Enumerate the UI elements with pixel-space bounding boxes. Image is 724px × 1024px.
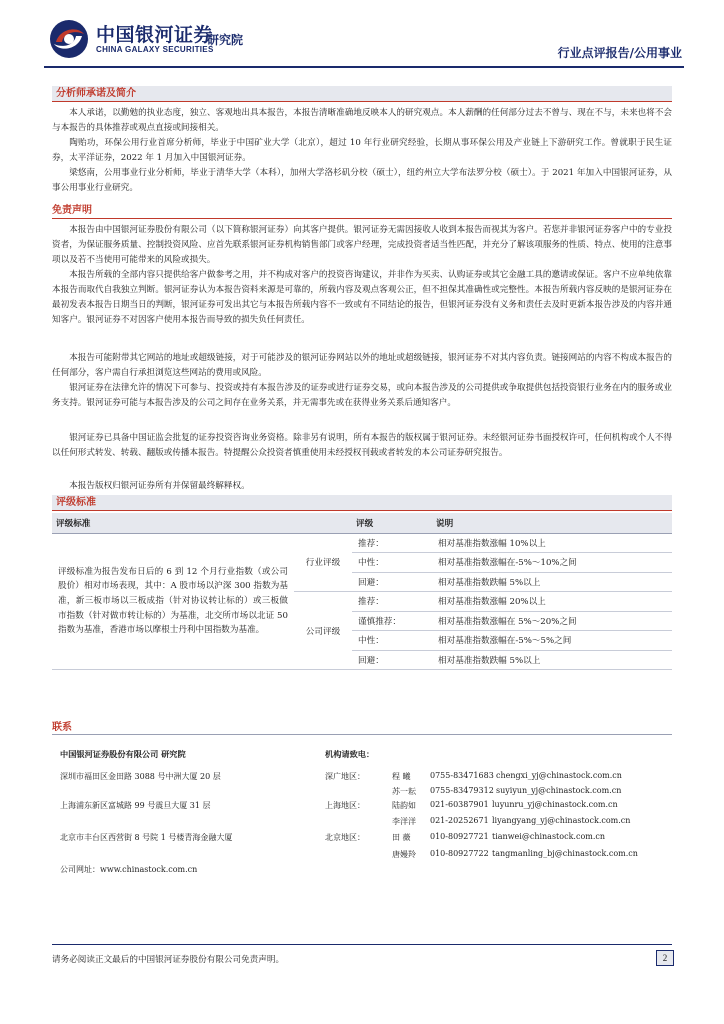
- rating-header-category: [294, 513, 352, 533]
- contact-email[interactable]: tianwei@chinastock.com.cn: [492, 832, 606, 841]
- analyst-pledge: 本人承诺，以勤勉的执业态度，独立、客观地出具本报告，本报告清晰准确地反映本人的研究观点。本人薪酬的任何部分过去不曾与、现在不与，未来也将不会与本报告的具体推荐或观点直接或间接相关。: [52, 108, 672, 133]
- rating-note: 相对基准指数跌幅 5%以上: [432, 650, 672, 670]
- contact-name: 李洋洋: [392, 817, 416, 826]
- region-beijing: 北京地区：: [325, 833, 365, 842]
- contact-phone: 0755-83479312: [430, 786, 494, 795]
- contact-email[interactable]: chengxi_yj@chinastock.com.cn: [496, 771, 622, 780]
- disclaimer-paragraph-1: 本报告由中国银河证券股份有限公司（以下简称银河证券）向其客户提供。银河证券无需因接收人收到本报告而视其为客户。若您并非银河证券客户中的专业投资者，为保证服务质量、控制投资风险、应首先联系银河证券机构销售部门或客户经理，完成投资者适当性匹配，并充分了解该项服务的性质、特点、使用的注意事项以及若不当使用可能带来的风险或损失。: [52, 225, 672, 265]
- contact-name: 唐嫚羚: [392, 850, 416, 859]
- industry-rating-label: 行业评级: [294, 533, 352, 592]
- disclaimer-paragraph-2: 本报告所载的全部内容只提供给客户做参考之用，并不构成对客户的投资咨询建议，并非作为买卖、认购证券或其它金融工具的邀请或保证。客户不应单纯依靠本报告而取代自我独立判断。银河证券认为本报告资料来源是可靠的，所载内容及观点客观公正，但不担保其准确性或完整性。本报告所载内容反映的是银河证券在最初发表本报告日期当日的判断，银河证券可发出其它与本报告所载内容不一致或有不同结论的报告，但银河证券没有义务和责任去及时更新本报告涉及的内容并通知客户。银河证券不对因客户使用本报告而导致的损失负任何责任。: [52, 270, 672, 325]
- contact-email[interactable]: suyiyun_yj@chinastock.com.cn: [496, 786, 622, 795]
- analyst-section-title: 分析师承诺及简介: [52, 86, 672, 102]
- table-row: [52, 533, 672, 553]
- rating-note: 相对基准指数涨幅在-5%～10%之间: [432, 553, 672, 573]
- company-name: 中国银河证券股份有限公司 研究院: [60, 749, 186, 759]
- institution-contact-label: 机构请致电：: [325, 749, 375, 759]
- footer-divider: [52, 944, 672, 945]
- contact-phone: 021-20252671: [430, 816, 489, 825]
- report-type: 行业点评报告/公用事业: [557, 46, 682, 60]
- logo-institute-label: 研究院: [207, 33, 244, 47]
- rating-table: [52, 513, 672, 670]
- disclaimer-paragraph-5: 银河证券已具备中国证监会批复的证券投资咨询业务资格。除非另有说明，所有本报告的版权属于银河证券。未经银河证券书面授权许可，任何机构或个人不得以任何形式转发、转载、翻版或传播本报告。特提醒公众投资者慎重使用未经授权刊载或者转发的本公司证券研究报告。: [52, 433, 672, 458]
- contact-phone: 010-80927721: [430, 832, 489, 841]
- contact-name: 田 薇: [392, 833, 411, 842]
- header-divider: [44, 66, 684, 68]
- rating-level: 回避：: [352, 650, 432, 670]
- rating-level: 回避：: [352, 572, 432, 592]
- rating-table-header: [52, 513, 672, 533]
- logo-english-name: CHINA GALAXY SECURITIES: [96, 45, 214, 54]
- contact-section-title: 联系: [52, 718, 672, 735]
- rating-note: 相对基准指数涨幅在-5%～5%之间: [432, 631, 672, 651]
- rating-header-level: 评级: [352, 513, 432, 533]
- rating-note: 相对基准指数涨幅 10%以上: [432, 533, 672, 553]
- rating-description: 评级标准为报告发布日后的 6 到 12 个月行业指数（或公司股价）相对市场表现，其中：A 股市场以沪深 300 指数为基准，新三板市场以三板成指（针对协议转让标的）或三板做市指数（针对做市转让标的）为基准，北交所市场以北证 50 指数为基准，香港市场以摩根士丹利中国指数为基准。: [52, 533, 294, 670]
- rating-level: 谨慎推荐：: [352, 611, 432, 631]
- rating-header-note: 说明: [432, 513, 672, 533]
- address-shenzhen: 深圳市福田区金田路 3088 号中洲大厦 20 层: [60, 772, 221, 781]
- contact-name: 陆韵如: [392, 801, 416, 810]
- region-shenzhen-guangzhou: 深广地区：: [325, 772, 365, 781]
- disclaimer-paragraph-3: 本报告可能附带其它网站的地址或超级链接，对于可能涉及的银河证券网站以外的地址或超级链接，银河证券不对其内容负责。链接网站的内容不构成本报告的任何部分，客户需自行承担浏览这些网站的费用或风险。: [52, 353, 672, 378]
- contact-email[interactable]: tangmanling_bj@chinastock.com.cn: [492, 849, 638, 858]
- contact-name: 苏一耘: [392, 787, 416, 796]
- analyst-bio-liang: 梁悠南，公用事业行业分析师，毕业于清华大学（本科），加州大学洛杉矶分校（硕士），纽约州立大学布法罗分校（硕士）。于 2021 年加入中国银河证券，从事公用事业行业研究。: [52, 168, 672, 193]
- contact-phone: 010-80927722: [430, 849, 489, 858]
- rating-header-standard: 评级标准: [52, 513, 294, 533]
- page-header: [44, 16, 684, 66]
- contact-phone: 0755-83471683: [430, 771, 494, 780]
- rating-level: 推荐：: [352, 533, 432, 553]
- company-rating-label: 公司评级: [294, 592, 352, 670]
- footer-notice: 请务必阅读正文最后的中国银河证券股份有限公司免责声明。: [52, 955, 285, 965]
- disclaimer-section-title: 免责声明: [52, 203, 672, 219]
- disclaimer-paragraph-4: 银河证券在法律允许的情况下可参与、投资或持有本报告涉及的证券或进行证券交易，或向本报告涉及的公司提供或争取提供包括投资银行业务在内的服务或业务支持。银河证券可能与本报告涉及的公司之间存在业务关系，并无需事先或在获得业务关系后通知客户。: [52, 383, 672, 408]
- rating-note: 相对基准指数跌幅 5%以上: [432, 572, 672, 592]
- galaxy-logo-icon: [48, 18, 90, 60]
- contact-phone: 021-60387901: [430, 800, 489, 809]
- address-beijing: 北京市丰台区西营街 8 号院 1 号楼青海金融大厦: [60, 833, 233, 842]
- page-number: 2: [656, 950, 674, 966]
- region-shanghai: 上海地区：: [325, 801, 365, 810]
- company-website[interactable]: 公司网址：www.chinastock.com.cn: [60, 865, 198, 874]
- disclaimer-paragraph-6: 本报告版权归银河证券所有并保留最终解释权。: [69, 481, 250, 491]
- logo-chinese-name: 中国银河证券: [96, 24, 214, 46]
- rating-section-title: 评级标准: [52, 495, 672, 511]
- analyst-bio-tao: 陶贻功，环保公用行业首席分析师，毕业于中国矿业大学（北京），超过 10 年行业研究经验，长期从事环保公用及产业链上下游研究工作。曾就职于民生证券，太平洋证券，2022 年 1 月加入中国银河证券。: [52, 138, 672, 163]
- address-shanghai: 上海浦东新区富城路 99 号震旦大厦 31 层: [60, 801, 211, 810]
- rating-level: 中性：: [352, 553, 432, 573]
- contact-email[interactable]: liyangyang_yj@chinastock.com.cn: [492, 816, 631, 825]
- contact-email[interactable]: luyunru_yj@chinastock.com.cn: [492, 800, 618, 809]
- rating-level: 推荐：: [352, 592, 432, 612]
- rating-note: 相对基准指数涨幅在 5%～20%之间: [432, 611, 672, 631]
- rating-level: 中性：: [352, 631, 432, 651]
- contact-name: 程 曦: [392, 772, 411, 781]
- rating-note: 相对基准指数涨幅 20%以上: [432, 592, 672, 612]
